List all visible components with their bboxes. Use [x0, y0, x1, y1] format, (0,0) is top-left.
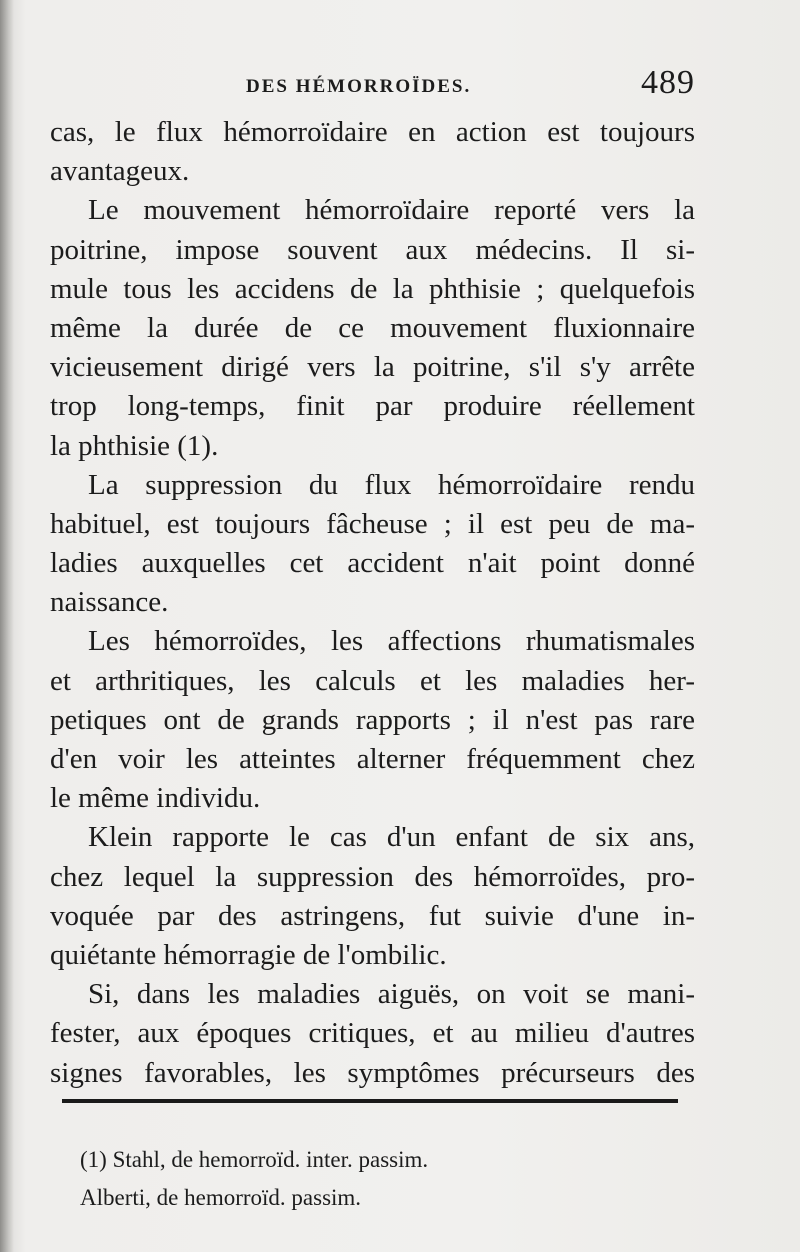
text-line: le même individu. — [50, 782, 261, 815]
text-line: Les hémorroïdes, les affections rhumatismales — [88, 625, 695, 658]
text-line: Klein rapporte le cas d'un enfant de six ans, — [88, 821, 695, 854]
text-line: d'en voir les atteintes alterner fréquemment chez — [50, 743, 695, 775]
footnote-line: Alberti, de hemorroïd. passim. — [80, 1185, 362, 1210]
text-line: La suppression du flux hémorroïdaire rendu — [88, 468, 695, 501]
text-line: la phthisie (1). — [50, 429, 219, 462]
text-line: naissance. — [50, 586, 169, 619]
page-header — [50, 58, 695, 118]
footnote-rule — [62, 1099, 678, 1103]
text-line: vicieusement dirigé vers la poitrine, s'il s'y arrête — [50, 351, 695, 384]
text-line: quiétante hémorragie de l'ombilic. — [50, 938, 447, 971]
text-line: chez lequel la suppression des hémorroïdes, pro- — [50, 860, 695, 893]
body-text — [50, 113, 695, 1093]
text-line: même la durée de ce mouvement fluxionnaire — [50, 311, 695, 344]
text-line: habituel, est toujours fâcheuse ; il est peu de ma- — [50, 507, 695, 540]
text-line: et arthritiques, les calculs et les maladies her- — [50, 664, 695, 697]
text-line: ladies auxquelles cet accident n'ait point donné — [50, 547, 695, 580]
text-line: Le mouvement hémorroïdaire reporté vers la — [88, 194, 695, 227]
running-title: DES HÉMORROÏDES. — [246, 76, 472, 97]
text-line: Si, dans les maladies aiguës, on voit se mani- — [88, 978, 695, 1011]
text-line: avantageux. — [50, 155, 190, 188]
page-number: 489 — [641, 64, 695, 101]
text-line: fester, aux époques critiques, et au milieu d'autres — [50, 1017, 695, 1050]
footnote-line: (1) Stahl, de hemorroïd. inter. passim. — [80, 1147, 429, 1172]
text-line: mule tous les accidens de la phthisie ; quelquefois — [50, 272, 695, 305]
binding-edge — [0, 0, 14, 1252]
text-line: petiques ont de grands rapports ; il n'est pas rare — [50, 703, 695, 736]
text-line: voquée par des astringens, fut suivie d'une in- — [50, 899, 695, 932]
text-line: poitrine, impose souvent aux médecins. Il si- — [50, 233, 695, 266]
footnotes — [80, 1141, 680, 1217]
text-line: signes favorables, les symptômes précurseurs des — [50, 1056, 695, 1089]
text-line: trop long-temps, finit par produire réellement — [50, 390, 695, 423]
text-line: cas, le flux hémorroïdaire en action est toujours — [50, 116, 695, 148]
